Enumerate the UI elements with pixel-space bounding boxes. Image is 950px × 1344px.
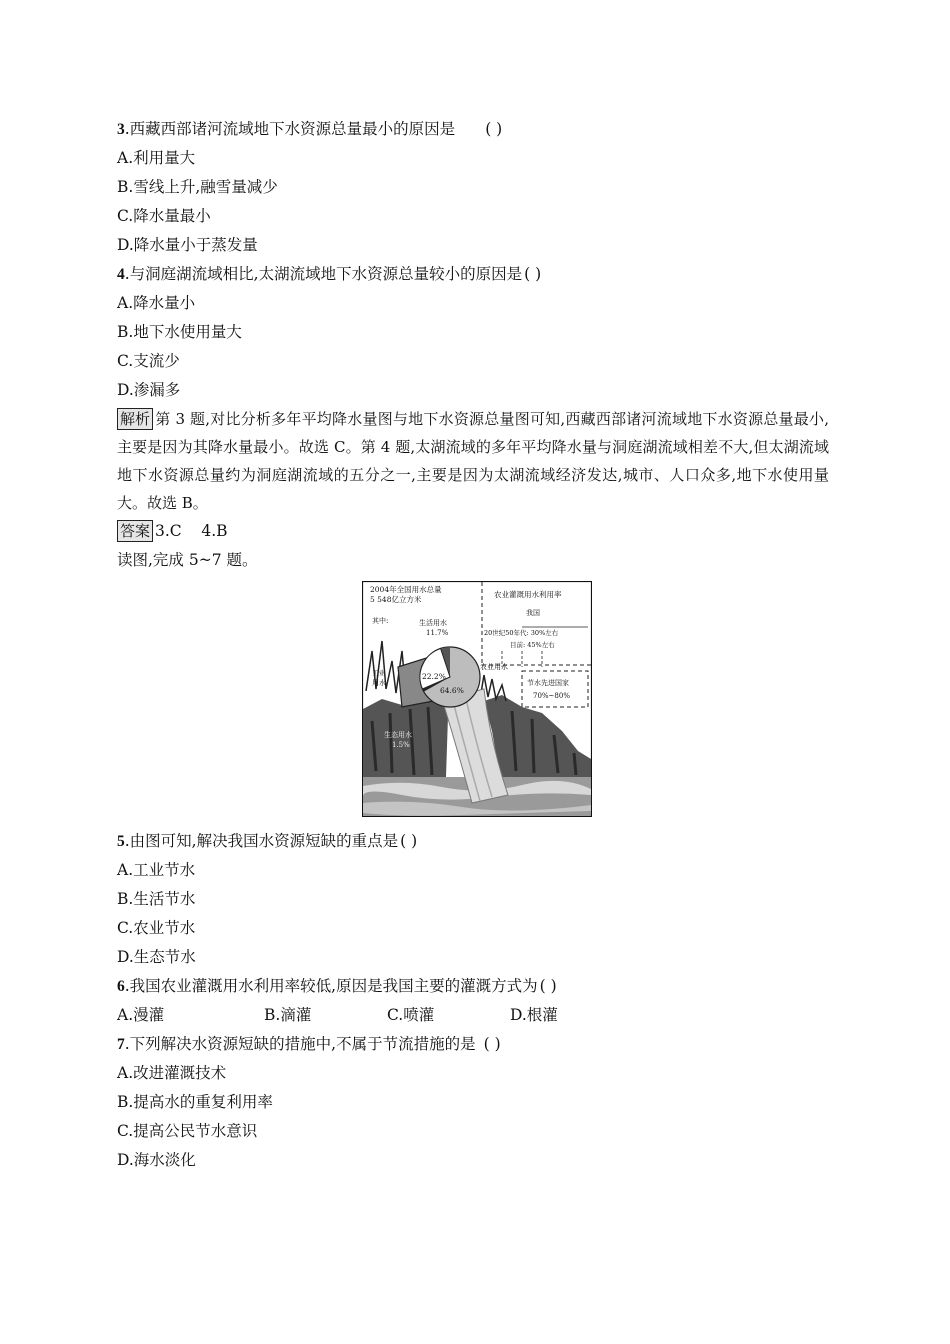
- water-use-figure: [362, 581, 592, 817]
- q6-options: [117, 1001, 837, 1030]
- q4-option-c: C.支流少: [117, 352, 180, 370]
- q7-option-a: A.改进灌溉技术: [117, 1064, 227, 1082]
- document-page: [117, 115, 837, 1175]
- q5-option-d: D.生态节水: [117, 948, 196, 966]
- fig-total-title: 2004年全国用水总量: [370, 585, 442, 594]
- q3-option-a: A.利用量大: [117, 149, 196, 167]
- q5-option-a: A.工业节水: [117, 861, 196, 879]
- fig-of-which: 其中:: [372, 617, 389, 625]
- fig-rate-now: 目前: 45%左右: [510, 641, 555, 649]
- explanation-text: 第 3 题,对比分析多年平均降水量图与地下水资源总量图可知,西藏西部诸河流域地下水资源总量最小,主要是因为其降水量最小。故选 C。第 4 题,太湖流域的多年平均降水量与洞庭湖流域相差不大,但太湖流域地下水资源总量约为洞庭湖流域的五分之一,主要是因为太湖流域经济发达,城市、人口众多,地下水使用量大。故选 B。: [117, 410, 829, 512]
- fig-domestic-label: 生活用水: [419, 619, 447, 627]
- fig-rate-title: 农业灌溉用水利用率: [494, 590, 562, 599]
- fig-industrial-value: 22.2%: [422, 672, 446, 681]
- q3-option-b: B.雪线上升,融雪量减少: [117, 178, 278, 196]
- q4-option-b: B.地下水使用量大: [117, 323, 242, 341]
- water-use-illustration: [362, 581, 592, 817]
- fig-eco-label: 生态用水: [384, 731, 412, 739]
- question-6: 6.我国农业灌溉用水利用率较低,原因是我国主要的灌溉方式为 ( ): [117, 977, 557, 995]
- q4-option-d: D.渗漏多: [117, 381, 181, 399]
- fig-industrial-label-2: 用水: [372, 679, 386, 687]
- fig-advanced-label: 节水先进国家: [527, 679, 569, 687]
- figure-intro: 读图,完成 5~7 题。: [117, 551, 258, 569]
- q3-option-d: D.降水量小于蒸发量: [117, 236, 258, 254]
- fig-rate-country: 我国: [526, 609, 540, 617]
- q7-option-c: C.提高公民节水意识: [117, 1122, 258, 1140]
- fig-rate-1950s: 20世纪50年代: 30%左右: [484, 629, 559, 637]
- fig-eco-value: 1.5%: [392, 741, 410, 749]
- fig-domestic-value: 11.7%: [426, 629, 449, 637]
- answer-text: 3.C 4.B: [155, 522, 228, 540]
- q3-option-c: C.降水量最小: [117, 207, 211, 225]
- fig-total-value: 5 548亿立方米: [370, 595, 422, 604]
- question-7: 7.下列解决水资源短缺的措施中,不属于节流措施的是 ( ): [117, 1035, 501, 1053]
- fig-industrial-label-1: 工业: [372, 669, 385, 677]
- fig-agri-value: 64.6%: [440, 686, 464, 695]
- q6-option-a: A.漫灌: [117, 1006, 165, 1024]
- question-4: 4.与洞庭湖流域相比,太湖流域地下水资源总量较小的原因是 ( ): [117, 265, 542, 283]
- q7-option-d: D.海水淡化: [117, 1151, 196, 1169]
- question-5: 5.由图可知,解决我国水资源短缺的重点是 ( ): [117, 832, 418, 850]
- q6-option-d: D.根灌: [510, 1006, 558, 1024]
- q5-option-c: C.农业节水: [117, 919, 196, 937]
- q4-option-a: A.降水量小: [117, 294, 196, 312]
- explanation-tag: 解析: [117, 408, 153, 430]
- q5-option-b: B.生活节水: [117, 890, 196, 908]
- q7-option-b: B.提高水的重复利用率: [117, 1093, 273, 1111]
- answer-line: [117, 517, 837, 546]
- q6-option-c: C.喷灌: [387, 1006, 435, 1024]
- question-3: 3.西藏西部诸河流域地下水资源总量最小的原因是 ( ): [117, 120, 503, 138]
- fig-advanced-value: 70%~80%: [533, 692, 570, 700]
- answer-tag: 答案: [117, 520, 153, 542]
- q6-option-b: B.滴灌: [264, 1006, 312, 1024]
- fig-agri-label: 农业用水: [480, 663, 508, 671]
- explanation: [117, 405, 829, 517]
